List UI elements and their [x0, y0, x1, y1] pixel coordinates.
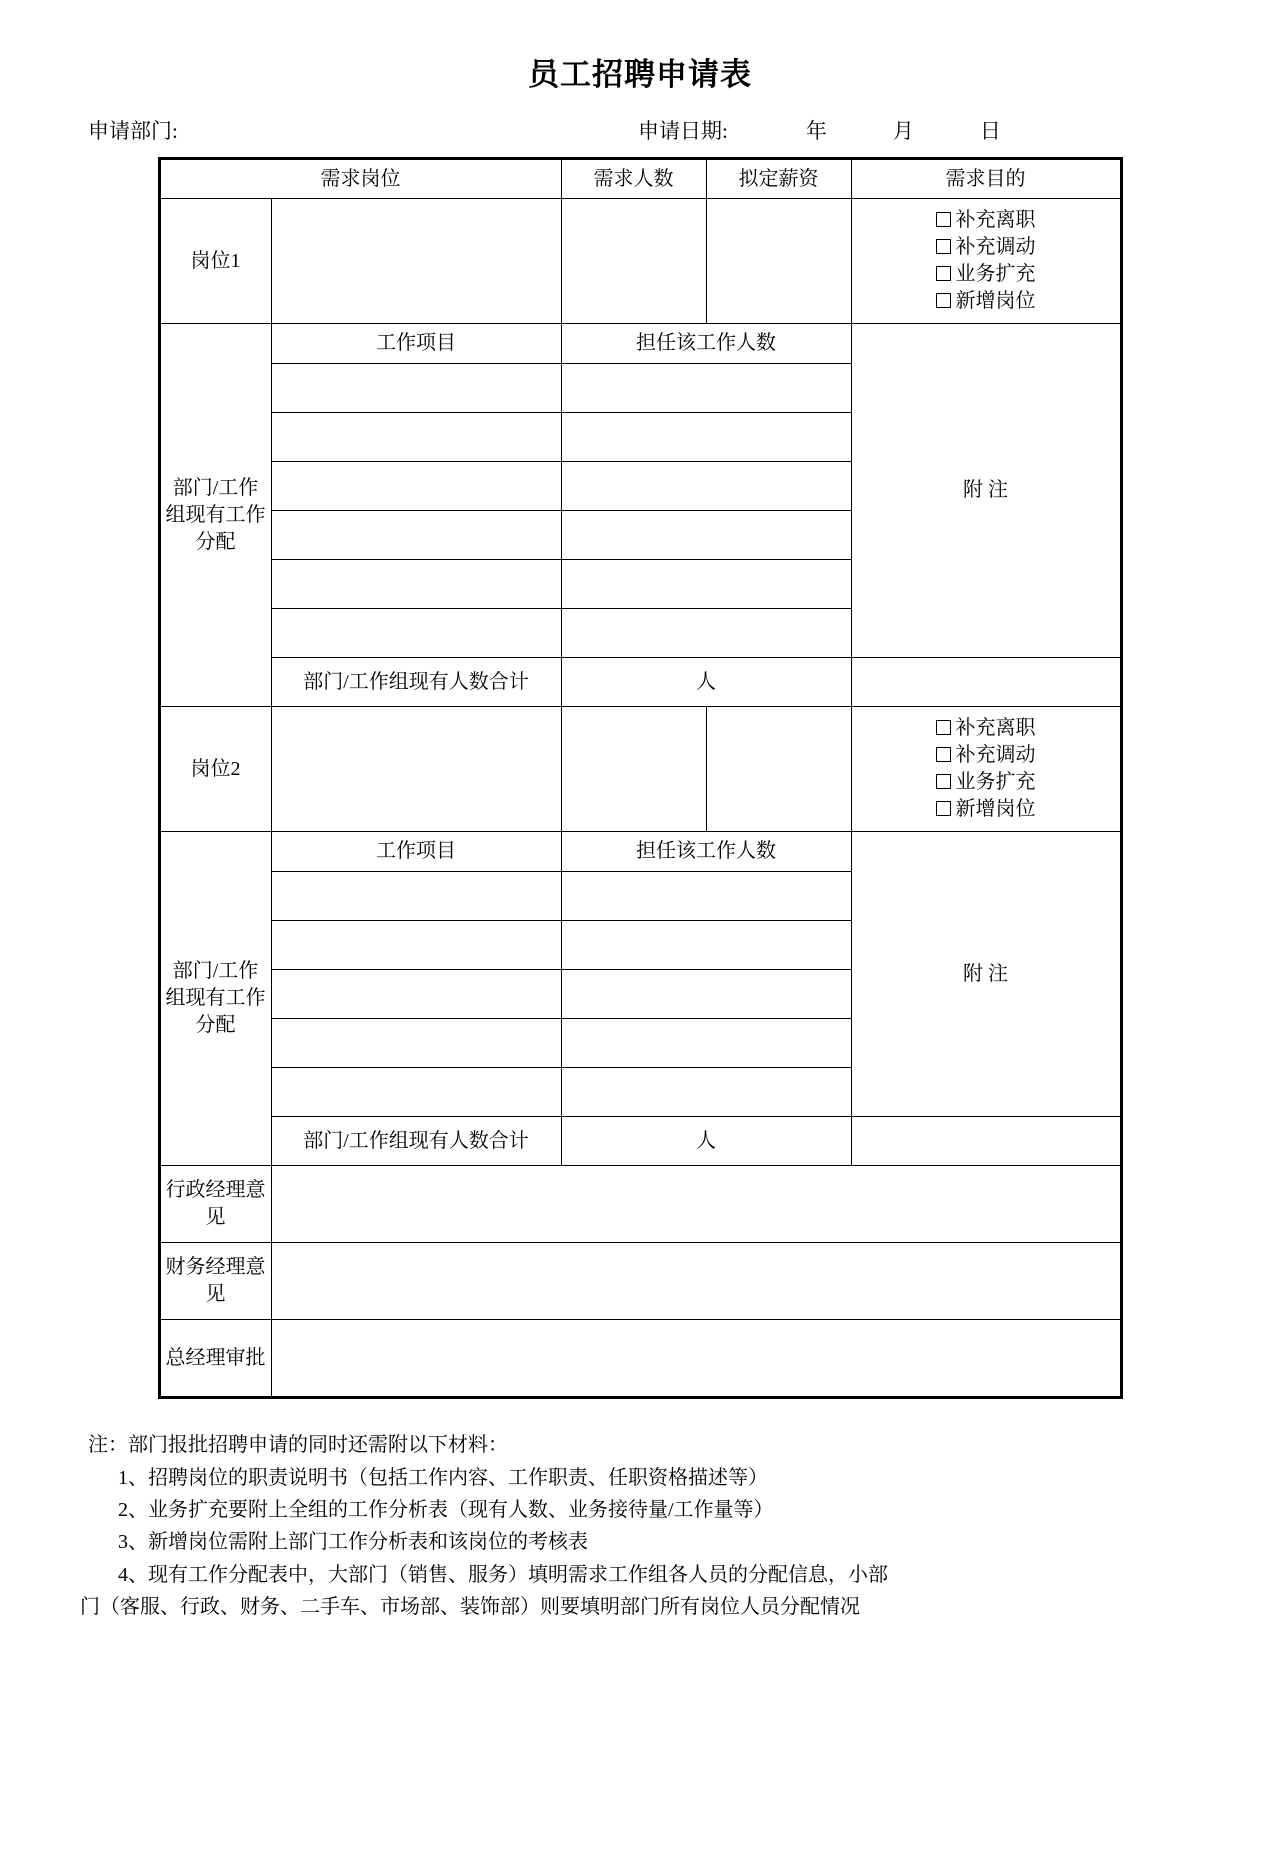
position-input-2[interactable]	[271, 707, 561, 832]
apply-dept-label: 申请部门:	[88, 119, 178, 144]
purpose-option-label: 补充调动	[955, 744, 1036, 767]
people-count-input[interactable]	[561, 413, 851, 462]
approval-input-gm[interactable]	[271, 1320, 1121, 1398]
date-year-unit: 年	[805, 119, 827, 144]
purpose-option-label: 新增岗位	[955, 290, 1036, 313]
purpose-option-label: 补充调动	[955, 236, 1036, 259]
checkbox-icon[interactable]	[936, 266, 951, 281]
position-label-2: 岗位2	[159, 707, 271, 832]
people-count-input[interactable]	[561, 872, 851, 921]
checkbox-icon[interactable]	[936, 747, 951, 762]
headcount-input-2[interactable]	[561, 707, 706, 832]
apply-date-group	[638, 115, 1001, 147]
people-count-input[interactable]	[561, 364, 851, 413]
salary-input-1[interactable]	[706, 199, 851, 324]
header-headcount: 需求人数	[561, 159, 706, 199]
total-label-1: 部门/工作组现有人数合计	[271, 658, 561, 707]
checkbox-icon[interactable]	[936, 720, 951, 735]
remark-cell-1[interactable]	[851, 324, 1121, 658]
approval-row-finance	[159, 1243, 1121, 1320]
total-row-1	[159, 658, 1121, 707]
work-item-input[interactable]	[271, 970, 561, 1019]
people-count-input[interactable]	[561, 1019, 851, 1068]
people-count-input[interactable]	[561, 511, 851, 560]
work-item-input[interactable]	[271, 872, 561, 921]
people-count-input[interactable]	[561, 462, 851, 511]
people-count-input[interactable]	[561, 560, 851, 609]
position-row-1	[159, 199, 1121, 324]
header-position: 需求岗位	[159, 159, 561, 199]
checkbox-icon[interactable]	[936, 801, 951, 816]
people-count-input[interactable]	[561, 609, 851, 658]
page-title: 员工招聘申请表	[528, 57, 752, 92]
sub-header-row-2	[159, 832, 1121, 872]
people-count-input[interactable]	[561, 1068, 851, 1117]
purpose-checkbox-group-2[interactable]	[851, 707, 1121, 832]
total-label-2: 部门/工作组现有人数合计	[271, 1117, 561, 1166]
note-item-4-cont: 门（客服、行政、财务、二手车、市场部、装饰部）则要填明部门所有岗位人员分配情况	[80, 1596, 860, 1619]
purpose-option-2-1[interactable]	[856, 715, 1116, 742]
notes-section	[0, 1429, 1280, 1623]
date-day-unit: 日	[979, 119, 1001, 144]
notes-heading: 注：部门报批招聘申请的同时还需附以下材料：	[88, 1434, 508, 1457]
checkbox-icon[interactable]	[936, 293, 951, 308]
purpose-checkbox-group-1[interactable]	[851, 199, 1121, 324]
total-row-2	[159, 1117, 1121, 1166]
headcount-input-1[interactable]	[561, 199, 706, 324]
sub-header-work-item-1: 工作项目	[271, 324, 561, 364]
total-remark-2[interactable]	[851, 1117, 1121, 1166]
work-item-input[interactable]	[271, 413, 561, 462]
position-input-1[interactable]	[271, 199, 561, 324]
purpose-option-1-3[interactable]	[856, 261, 1116, 288]
checkbox-icon[interactable]	[936, 774, 951, 789]
approval-label-admin: 行政经理意见	[159, 1166, 271, 1243]
sub-header-remark-2: 附 注	[963, 962, 1008, 985]
purpose-option-label: 新增岗位	[955, 798, 1036, 821]
note-item-2: 2、业务扩充要附上全组的工作分析表（现有人数、业务接待量/工作量等）	[118, 1498, 774, 1521]
alloc-label-1: 部门/工作组现有工作分配	[159, 324, 271, 707]
note-item-4: 4、现有工作分配表中，大部门（销售、服务）填明需求工作组各人员的分配信息，小部	[118, 1563, 888, 1586]
purpose-option-2-3[interactable]	[856, 769, 1116, 796]
work-item-input[interactable]	[271, 921, 561, 970]
work-item-input[interactable]	[271, 609, 561, 658]
salary-input-2[interactable]	[706, 707, 851, 832]
sub-header-work-item-2: 工作项目	[271, 832, 561, 872]
approval-row-gm	[159, 1320, 1121, 1398]
work-item-input[interactable]	[271, 511, 561, 560]
purpose-option-2-4[interactable]	[856, 796, 1116, 823]
header-purpose: 需求目的	[851, 159, 1121, 199]
approval-input-admin[interactable]	[271, 1166, 1121, 1243]
work-item-input[interactable]	[271, 364, 561, 413]
remark-cell-2[interactable]	[851, 832, 1121, 1117]
approval-input-finance[interactable]	[271, 1243, 1121, 1320]
recruitment-table	[158, 157, 1123, 1399]
meta-row	[0, 115, 1280, 147]
approval-label-gm: 总经理审批	[159, 1320, 271, 1398]
checkbox-icon[interactable]	[936, 212, 951, 227]
purpose-option-label: 业务扩充	[955, 771, 1036, 794]
work-item-input[interactable]	[271, 560, 561, 609]
purpose-option-label: 业务扩充	[955, 263, 1036, 286]
position-row-2	[159, 707, 1121, 832]
sub-header-row-1	[159, 324, 1121, 364]
note-item-1: 1、招聘岗位的职责说明书（包括工作内容、工作职责、任职资格描述等）	[118, 1466, 768, 1489]
sub-header-people-count-2: 担任该工作人数	[561, 832, 851, 872]
sub-header-people-count-1: 担任该工作人数	[561, 324, 851, 364]
note-item-3: 3、新增岗位需附上部门工作分析表和该岗位的考核表	[118, 1531, 588, 1554]
purpose-option-1-2[interactable]	[856, 234, 1116, 261]
total-value-2[interactable]: 人	[561, 1117, 851, 1166]
checkbox-icon[interactable]	[936, 239, 951, 254]
purpose-option-1-1[interactable]	[856, 207, 1116, 234]
purpose-option-1-4[interactable]	[856, 288, 1116, 315]
purpose-option-label: 补充离职	[955, 717, 1036, 740]
total-remark-1[interactable]	[851, 658, 1121, 707]
position-label-1: 岗位1	[159, 199, 271, 324]
date-month-unit: 月	[892, 119, 914, 144]
sub-header-remark-1: 附 注	[963, 479, 1008, 502]
total-value-1[interactable]: 人	[561, 658, 851, 707]
purpose-option-2-2[interactable]	[856, 742, 1116, 769]
purpose-option-label: 补充离职	[955, 209, 1036, 232]
work-item-input[interactable]	[271, 462, 561, 511]
work-item-input[interactable]	[271, 1019, 561, 1068]
approval-row-admin	[159, 1166, 1121, 1243]
people-count-input[interactable]	[561, 970, 851, 1019]
people-count-input[interactable]	[561, 921, 851, 970]
approval-label-finance: 财务经理意见	[159, 1243, 271, 1320]
main-header-row	[159, 159, 1121, 199]
work-item-input[interactable]	[271, 1068, 561, 1117]
header-salary: 拟定薪资	[706, 159, 851, 199]
alloc-label-2: 部门/工作组现有工作分配	[159, 832, 271, 1166]
apply-date-label: 申请日期:	[638, 119, 728, 144]
